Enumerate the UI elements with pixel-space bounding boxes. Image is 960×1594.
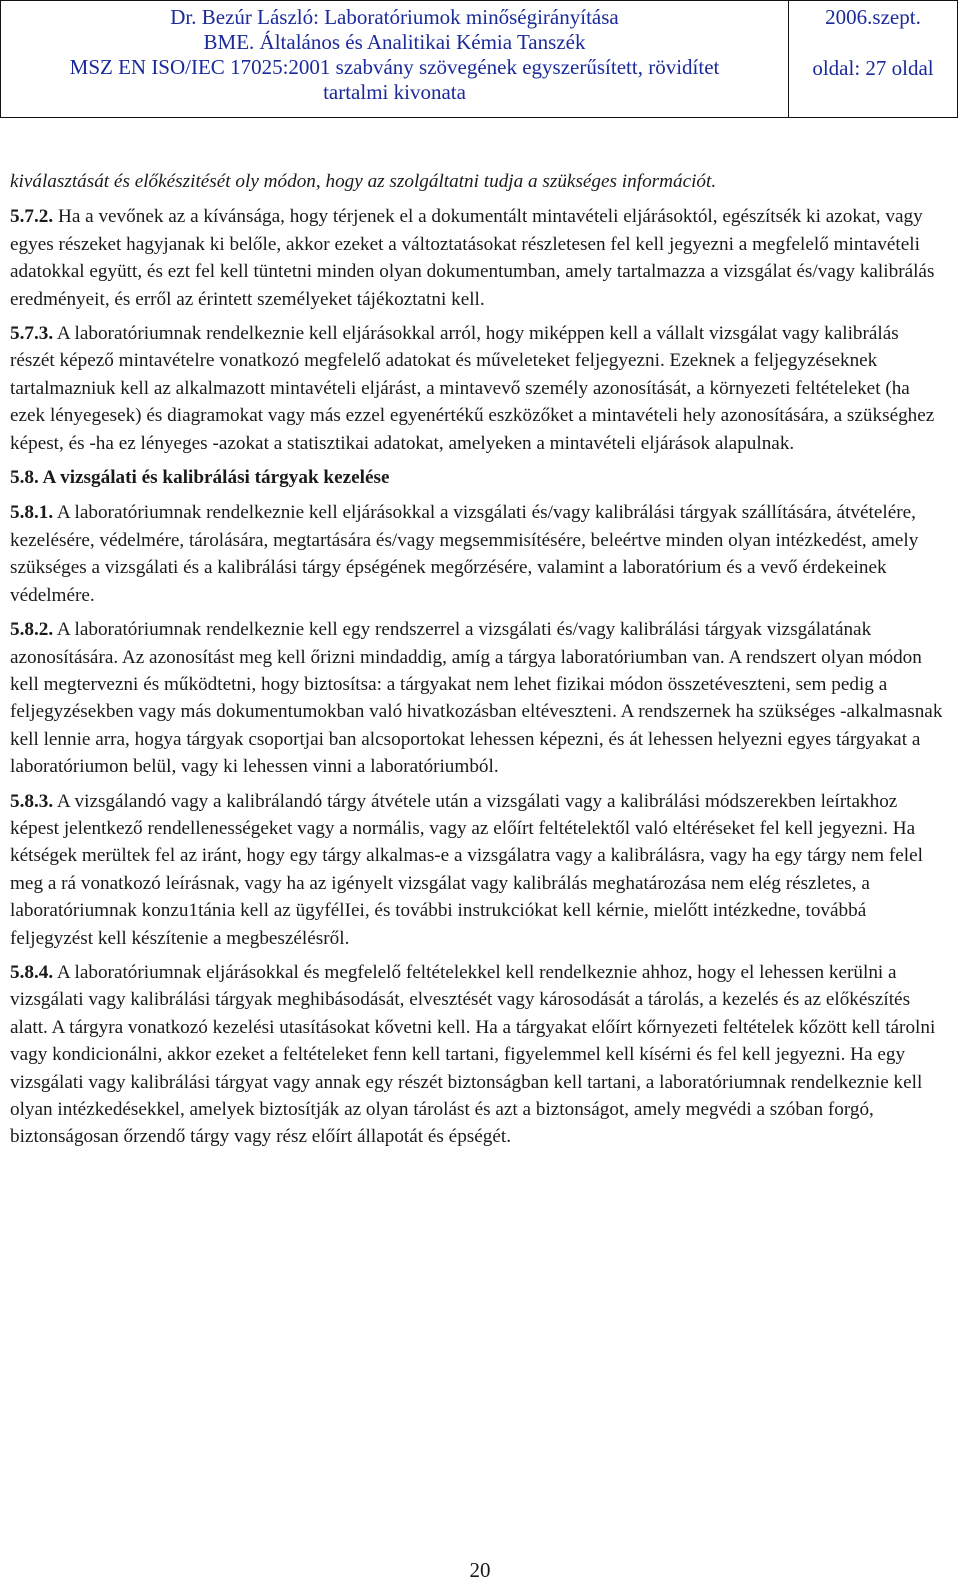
paragraph-5-7-2: [10, 203, 945, 313]
header-standard-line: MSZ EN ISO/IEC 17025:2001 szabvány szövegének egyszerűsített, rövidítet: [69, 55, 720, 79]
page-header: [0, 0, 958, 118]
header-department-line: BME. Általános és Analitikai Kémia Tanszék: [203, 30, 586, 54]
paragraph-text: A laboratóriumnak rendelkeznie kell egy rendszerrel a vizsgálati és/vagy kalibrálási tárgyak vizsgálatának azonosítására. Az azonosítást meg kell őrizni mindaddig, amíg a tárgya laboratóriumban van. A rendszert olyan módon kell megtervezni és működtetni, hogy biztosítsa: a tárgyakat nem lehet fizikai módon összetéveszteni, sem pedig a feljegyzésekben vagy más dokumentumokban való hivatkozásban eltéveszteni. A rendszernek ha szükséges -alkalmasnak kell lennie arra, hogya tárgyak csoportjai ban alcsoportokat lehessen képezni, és át lehessen helyezni egyes tárgyakat a laboratóriumon belül, vagy ki lehessen vinni a laboratóriumból.: [10, 619, 943, 778]
header-title-block: [1, 1, 789, 117]
header-author-line: Dr. Bezúr László: Laboratóriumok minőségirányítása: [170, 5, 619, 29]
paragraph-number: 5.8.2.: [10, 619, 54, 641]
paragraph-number: 5.8.3.: [10, 790, 54, 812]
document-body: [10, 168, 945, 1158]
paragraph-number: 5.8.1.: [10, 502, 54, 524]
section-heading: 5.8. A vizsgálati és kalibrálási tárgyak kezelése: [10, 467, 390, 489]
header-subtitle-line: tartalmi kivonata: [323, 80, 466, 104]
paragraph-5-8-2: [10, 616, 945, 780]
intro-text: kiválasztását és előkészitését oly módon, hogy az szolgáltatni tudja a szükséges információt.: [10, 171, 717, 192]
paragraph-text: A vizsgálandó vagy a kalibrálandó tárgy átvétele után a vizsgálati vagy a kalibrálási módszerekben leírtakhoz képest jelentkező rendellenességeket vagy a normális, vagy az előírt feltételektől való eltéréseket fel kell jegyezni. Ha kétségek merültek fel az iránt, hogy egy tárgy alkalmas-e a vizsgálatra vagy a kalibrálásra, vagy ha egy tárgy nem felel meg a rá vonatkozó leírásnak, vagy ha az igényelt vizsgálat vagy kalibrálás meghatározása nem elég részletes, a laboratóriumnak konzu1tánia kell az ügyfélIei, és további instrukciókat kell kérnie, mielőtt intézkedne, továbbá feljegyzést kell készítenie a megbeszélésről.: [10, 790, 923, 949]
paragraph-number: 5.7.2.: [10, 206, 54, 228]
paragraph-text: A laboratóriumnak rendelkeznie kell eljárásokkal a vizsgálati és/vagy kalibrálási tárgyak szállítására, átvételére, kezelésére, védelmére, tárolására, megtartására és/vagy megsemmisítésére, beleértve minden olyan intézkedést, amely szükséges a vizsgálati és a kalibrálási tárgy épségének megőrzésére, valamint a laboratórium és a vevő érdekeinek védelmére.: [10, 502, 919, 606]
paragraph-number: 5.7.3.: [10, 323, 54, 345]
paragraph-5-8-1: [10, 499, 945, 609]
paragraph-5-8-3: [10, 788, 945, 952]
page-number: 20: [469, 1558, 491, 1582]
paragraph-5-7-3: [10, 320, 945, 457]
header-date: 2006.szept.: [825, 5, 921, 29]
paragraph-text: Ha a vevőnek az a kívánsága, hogy térjenek el a dokumentált mintavételi eljárásoktól, egészítsék ki azokat, vagy egyes részeket hagyjanak ki belőle, akkor ezeket a változtatásokat részletesen fel kell jegyezni a megfelelő mintavételi adatokkal együtt, és ezt fel kell tüntetni minden olyan dokumentumban, amely tartalmazza a vizsgálat és/vagy kalibrálás eredményeit, és erről az érintett személyeket tájékoztatni kell.: [10, 206, 935, 310]
paragraph-5-8-4: [10, 959, 945, 1151]
paragraph-number: 5.8.4.: [10, 961, 54, 983]
header-meta-block: [789, 1, 957, 117]
paragraph-text: A laboratóriumnak eljárásokkal és megfelelő feltételekkel kell rendelkeznie ahhoz, hogy el lehessen kerülni a vizsgálati vagy kalibrálási tárgyak meghibásodását, elvesztését vagy károsodását a tárolás, a kezelés és az előkészítés alatt. A tárgyra vonatkozó kezelési utasításokat kővetni kell. Ha a tárgyakat előírt kőrnyezeti feltételek kőzött kell tárolni vagy kondicionálni, akkor ezeket a feltételeket fenn kell tartani, figyelemmel kell kísérni és fel kell jegyezni. Ha egy vizsgálati vagy kalibrálási tárgyat vagy annak egy részét biztonságban kell tartani, a laboratóriumnak rendelkeznie kell olyan intézkedésekkel, amelyek biztosítják az olyan tárolást és azt a biztonságot, amely megvédi a szóban forgó, biztonságosan őrzendő tárgy vagy rész előírt állapotát és épségét.: [10, 961, 936, 1148]
header-page-ref: oldal: 27 oldal: [812, 56, 934, 80]
paragraph-text: A laboratóriumnak rendelkeznie kell eljárásokkal arról, hogy miképpen kell a vállalt vizsgálat vagy kalibrálás részét képező mintavételre vonatkozó megfelelő adatokat és műveleteket feljegyezni. Ezeknek a feljegyzéseknek tartalmazniuk kell az alkalmazott mintavételi eljárást, a mintavevő személy azonosítását, a környezeti feltételeket (ha ezek lényegesek) és diagramokat vagy más ezzel egyenértékű eszközőket a mintavételi hely azonosítására, a szükséghez képest, és -ha ez lényeges -azokat a statisztikai adatokat, amelyeken a mintavételi eljárások alapulnak.: [10, 323, 935, 454]
